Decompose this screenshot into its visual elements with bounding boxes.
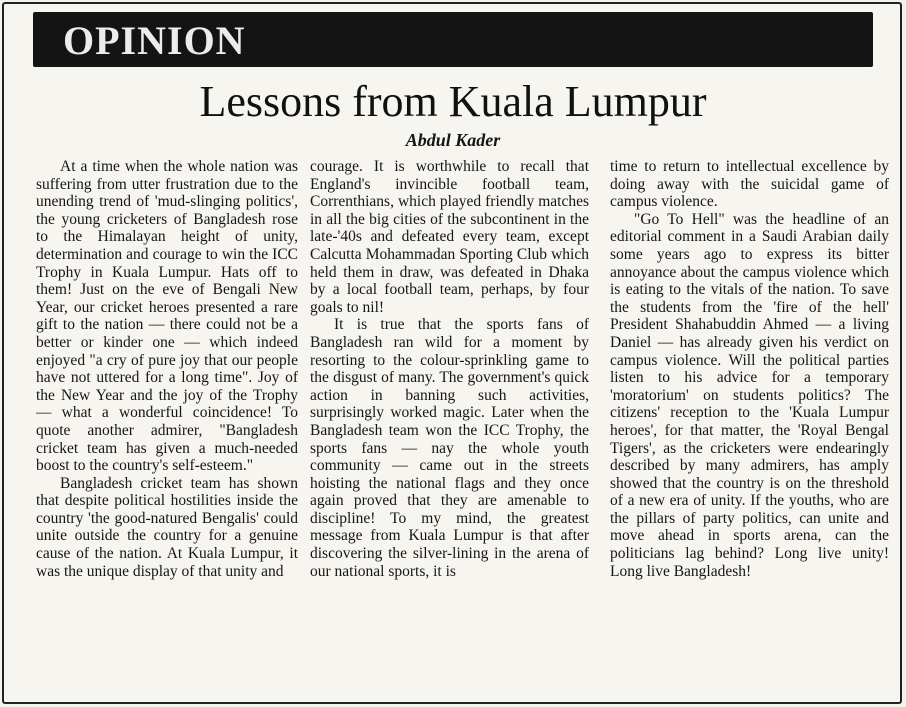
paragraph: Bangladesh cricket team has shown that despite political hostilities inside the country 'the good-natured Bengalis' could unite outside the country for a genuine cause of the nation. At Kuala Lumpur, it was the unique display of that unity and (36, 474, 298, 580)
paragraph: It is true that the sports fans of Bangladesh ran wild for a moment by resorting to the colour-sprinkling game to the disgust of many. The government's quick action in banning such activities, surprisingly worked magic. Later when the Bangladesh team won the ICC Trophy, the sports fans — nay the whole youth community — came out in the streets hoisting the national flags and they once again proved that they are amenable to discipline! To my mind, the greatest message from Kuala Lumpur is that after discovering the silver-lining in the arena of our national sports, it is (310, 316, 589, 580)
paragraph: time to return to intellectual excellence by doing away with the suicidal game of campus violence. (610, 158, 889, 211)
section-banner (33, 12, 873, 67)
paragraph: "Go To Hell" was the headline of an editorial comment in a Saudi Arabian daily some years ago to express its bitter annoyance about the campus violence which is eating to the vitals of the nation. To save the students from the 'fire of the hell' President Shahabuddin Ahmed — a living Daniel — has already given his verdict on campus violence. Will the political parties listen to his advice for a temporary 'moratorium' on students politics? The citizens' reception to the 'Kuala Lumpur heroes', for that matter, the 'Royal Bengal Tigers', as the cricketers were endearingly described by many admirers, has amply showed that the country is on the threshold of a new era of unity. If the youths, who are the pillars of party politics, can unite and move ahead in sports arena, can the politicians lag behind? Long live unity! Long live Bangladesh! (610, 210, 889, 580)
article-byline: Abdul Kader (405, 130, 501, 150)
article-column-3 (610, 158, 889, 698)
paragraph: courage. It is worthwhile to recall that England's invincible football team, Correnthians, which played friendly matches in all the big cities of the subcontinent in the late-'40s and defeated every team, except Calcutta Mohammadan Sporting Club which held them in draw, was defeated in Dhaka by a local football team, perhaps, by four goals to nil! (310, 158, 589, 316)
paragraph: At a time when the whole nation was suffering from utter frustration due to the unending trend of 'mud-slinging politics', the young cricketers of Bangladesh rose to the Himalayan height of unity, determination and courage to win the ICC Trophy in Kuala Lumpur. Hats off to them! Just on the eve of Bengali New Year, our cricket heroes presented a rare gift to the nation — there could not be a better or kinder one — which indeed enjoyed "a cry of pure joy that our people have not uttered for a long time". Joy of the New Year and the joy of the Trophy — what a wonderful coincidence! To quote another admirer, "Bangladesh cricket team has given a much-needed boost to the country's self-esteem." (36, 158, 298, 475)
article-column-1 (36, 158, 298, 698)
article-column-2 (310, 158, 589, 698)
article-headline: Lessons from Kuala Lumpur (199, 77, 707, 126)
section-title: OPINION (63, 18, 246, 63)
